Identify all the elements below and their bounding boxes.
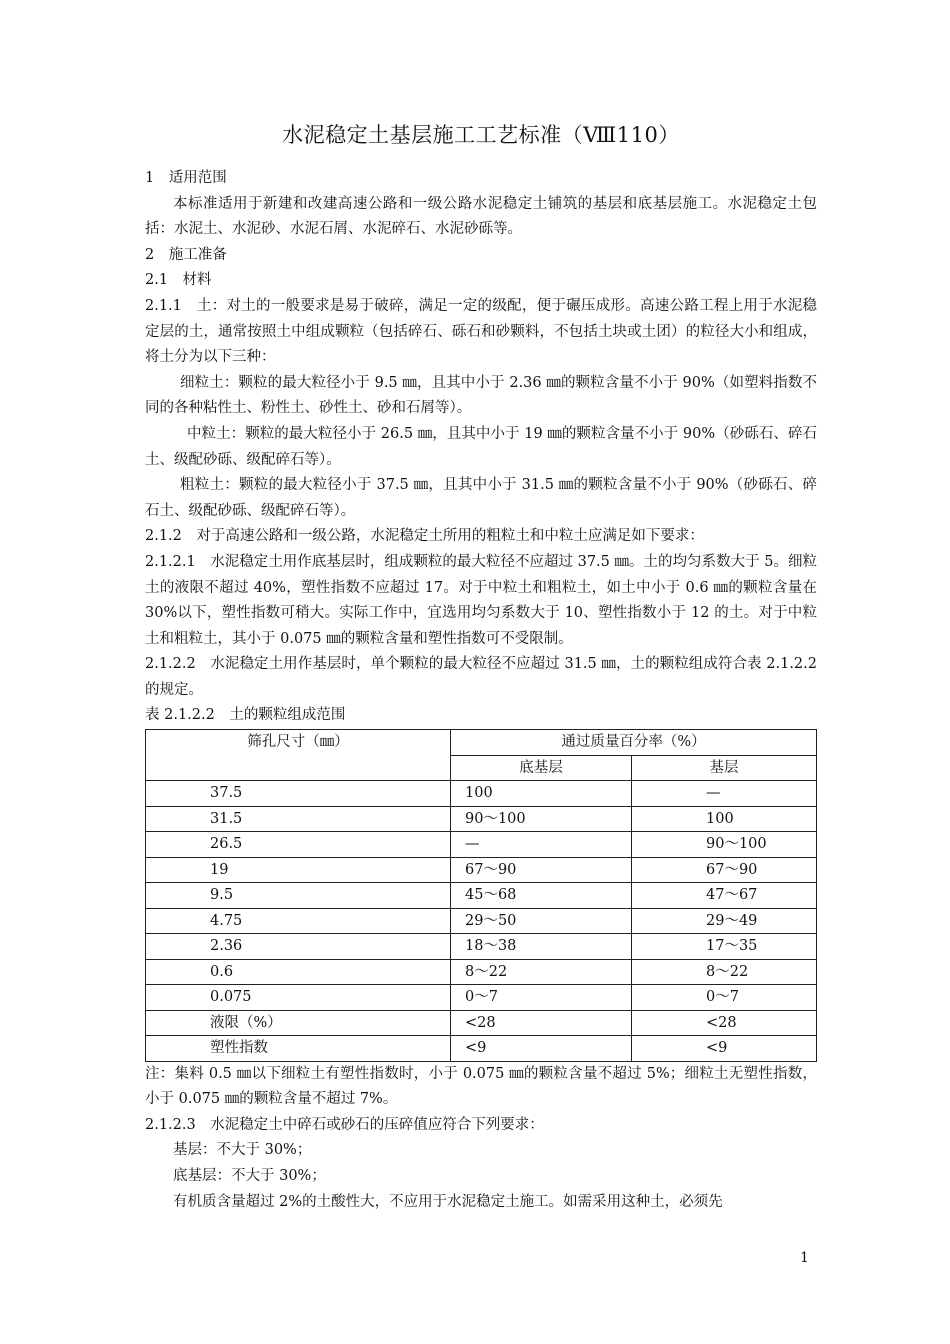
- cell-sieve-size: 塑性指数: [146, 1036, 451, 1062]
- cell-subbase: 90～100: [451, 806, 632, 832]
- paragraph: 本标准适用于新建和改建高速公路和一级公路水泥稳定土铺筑的基层和底基层施工。水泥稳定土包括：水泥土、水泥砂、水泥石屑、水泥碎石、水泥砂砾等。: [145, 195, 817, 238]
- cell-base: <28: [632, 1010, 817, 1036]
- cell-subbase: <28: [451, 1010, 632, 1036]
- cell-sieve-size: 2.36: [146, 934, 451, 960]
- cell-sieve-size: 0.075: [146, 985, 451, 1011]
- grain-composition-table: [145, 729, 817, 1062]
- table-row: [146, 908, 817, 934]
- paragraph: 中粒土：颗粒的最大粒径小于 26.5 ㎜，且其中小于 19 ㎜的颗粒含量不小于 90%（砂砾石、碎石土、级配砂砾、级配碎石等）。: [145, 425, 817, 468]
- cell-subbase: —: [451, 832, 632, 858]
- section-heading: 1 适用范围: [145, 170, 227, 186]
- page-number: 1: [800, 1250, 809, 1266]
- header-base: 基层: [632, 755, 817, 781]
- header-subbase: 底基层: [451, 755, 632, 781]
- header-sieve-size: 筛孔尺寸（㎜）: [146, 730, 451, 781]
- paragraph: 底基层：不大于 30%；: [173, 1167, 326, 1184]
- subsection-heading: 2.1 材料: [145, 272, 212, 289]
- cell-base: 17～35: [632, 934, 817, 960]
- table-row: [146, 883, 817, 909]
- cell-subbase: 18～38: [451, 934, 632, 960]
- cell-subbase: 100: [451, 781, 632, 807]
- cell-sieve-size: 4.75: [146, 908, 451, 934]
- table-row: [146, 934, 817, 960]
- cell-base: 67～90: [632, 857, 817, 883]
- cell-sieve-size: 26.5: [146, 832, 451, 858]
- cell-subbase: 8～22: [451, 959, 632, 985]
- document-title: 水泥稳定土基层施工工艺标准（Ⅷ110）: [282, 123, 680, 147]
- table-row: [146, 806, 817, 832]
- table-note: 注：集料 0.5 ㎜以下细粒土有塑性指数时，小于 0.075 ㎜的颗粒含量不超过 5%；细粒土无塑性指数，小于 0.075 ㎜的颗粒含量不超过 7%。: [145, 1065, 817, 1108]
- cell-base: 90～100: [632, 832, 817, 858]
- paragraph: 2.1.2.1 水泥稳定土用作底基层时，组成颗粒的最大粒径不应超过 37.5 ㎜。土的均匀系数大于 5。细粒土的液限不超过 40%，塑性指数不应超过 17。对于中粒土和粗粒土，如土中小于 0.6 ㎜的颗粒含量在 30%以下，塑性指数可稍大。实际工作中，宜选用均匀系数大于 10、塑性指数小于 12 的土。对于中粒土和粗粒土，其小于 0.075 ㎜的颗粒含量和塑性指数可不受限制。: [145, 553, 817, 647]
- cell-subbase: 45～68: [451, 883, 632, 909]
- paragraph: 2.1.1 土：对土的一般要求是易于破碎，满足一定的级配，便于碾压成形。高速公路工程上用于水泥稳定层的土，通常按照土中组成颗粒（包括碎石、砾石和砂颗料，不包括土块或土团）的粒径大小和组成，将土分为以下三种：: [145, 297, 817, 366]
- cell-base: 8～22: [632, 959, 817, 985]
- table-body: [146, 781, 817, 1062]
- cell-sieve-size: 0.6: [146, 959, 451, 985]
- cell-sieve-size: 9.5: [146, 883, 451, 909]
- cell-base: 100: [632, 806, 817, 832]
- table-row: [146, 857, 817, 883]
- paragraph: 有机质含量超过 2%的土酸性大，不应用于水泥稳定土施工。如需采用这种土，必须先: [173, 1193, 723, 1210]
- paragraph: 基层：不大于 30%；: [173, 1142, 312, 1159]
- cell-subbase: 29～50: [451, 908, 632, 934]
- cell-subbase: <9: [451, 1036, 632, 1062]
- header-passing-percent: 通过质量百分率（%）: [451, 730, 817, 756]
- cell-sieve-size: 37.5: [146, 781, 451, 807]
- table-header-row: [146, 730, 817, 756]
- cell-base: 47～67: [632, 883, 817, 909]
- cell-base: 0～7: [632, 985, 817, 1011]
- document-body: [145, 166, 817, 1215]
- table-row: [146, 959, 817, 985]
- table-row: [146, 1036, 817, 1062]
- cell-subbase: 0～7: [451, 985, 632, 1011]
- paragraph: 2.1.2.2 水泥稳定土用作基层时，单个颗粒的最大粒径不应超过 31.5 ㎜，土的颗粒组成符合表 2.1.2.2 的规定。: [145, 656, 817, 698]
- cell-base: —: [632, 781, 817, 807]
- table-row: [146, 832, 817, 858]
- table-row: [146, 985, 817, 1011]
- table-row: [146, 781, 817, 807]
- cell-sieve-size: 19: [146, 857, 451, 883]
- paragraph: 2.1.2.3 水泥稳定土中碎石或砂石的压碎值应符合下列要求：: [145, 1116, 544, 1133]
- table-caption: 表 2.1.2.2 土的颗粒组成范围: [145, 707, 346, 724]
- cell-sieve-size: 31.5: [146, 806, 451, 832]
- section-heading: 2 施工准备: [145, 246, 227, 263]
- table-row: [146, 1010, 817, 1036]
- paragraph: 2.1.2 对于高速公路和一级公路，水泥稳定土所用的粗粒土和中粒土应满足如下要求：: [145, 528, 704, 545]
- cell-subbase: 67～90: [451, 857, 632, 883]
- cell-base: 29～49: [632, 908, 817, 934]
- paragraph: 粗粒土：颗粒的最大粒径小于 37.5 ㎜，且其中小于 31.5 ㎜的颗粒含量不小于 90%（砂砾石、碎石土、级配砂砾、级配碎石等）。: [145, 477, 817, 519]
- cell-sieve-size: 液限（%）: [146, 1010, 451, 1036]
- cell-base: <9: [632, 1036, 817, 1062]
- paragraph: 细粒土：颗粒的最大粒径小于 9.5 ㎜，且其中小于 2.36 ㎜的颗粒含量不小于 90%（如塑料指数不同的各种粘性土、粉性土、砂性土、砂和石屑等）。: [145, 374, 817, 417]
